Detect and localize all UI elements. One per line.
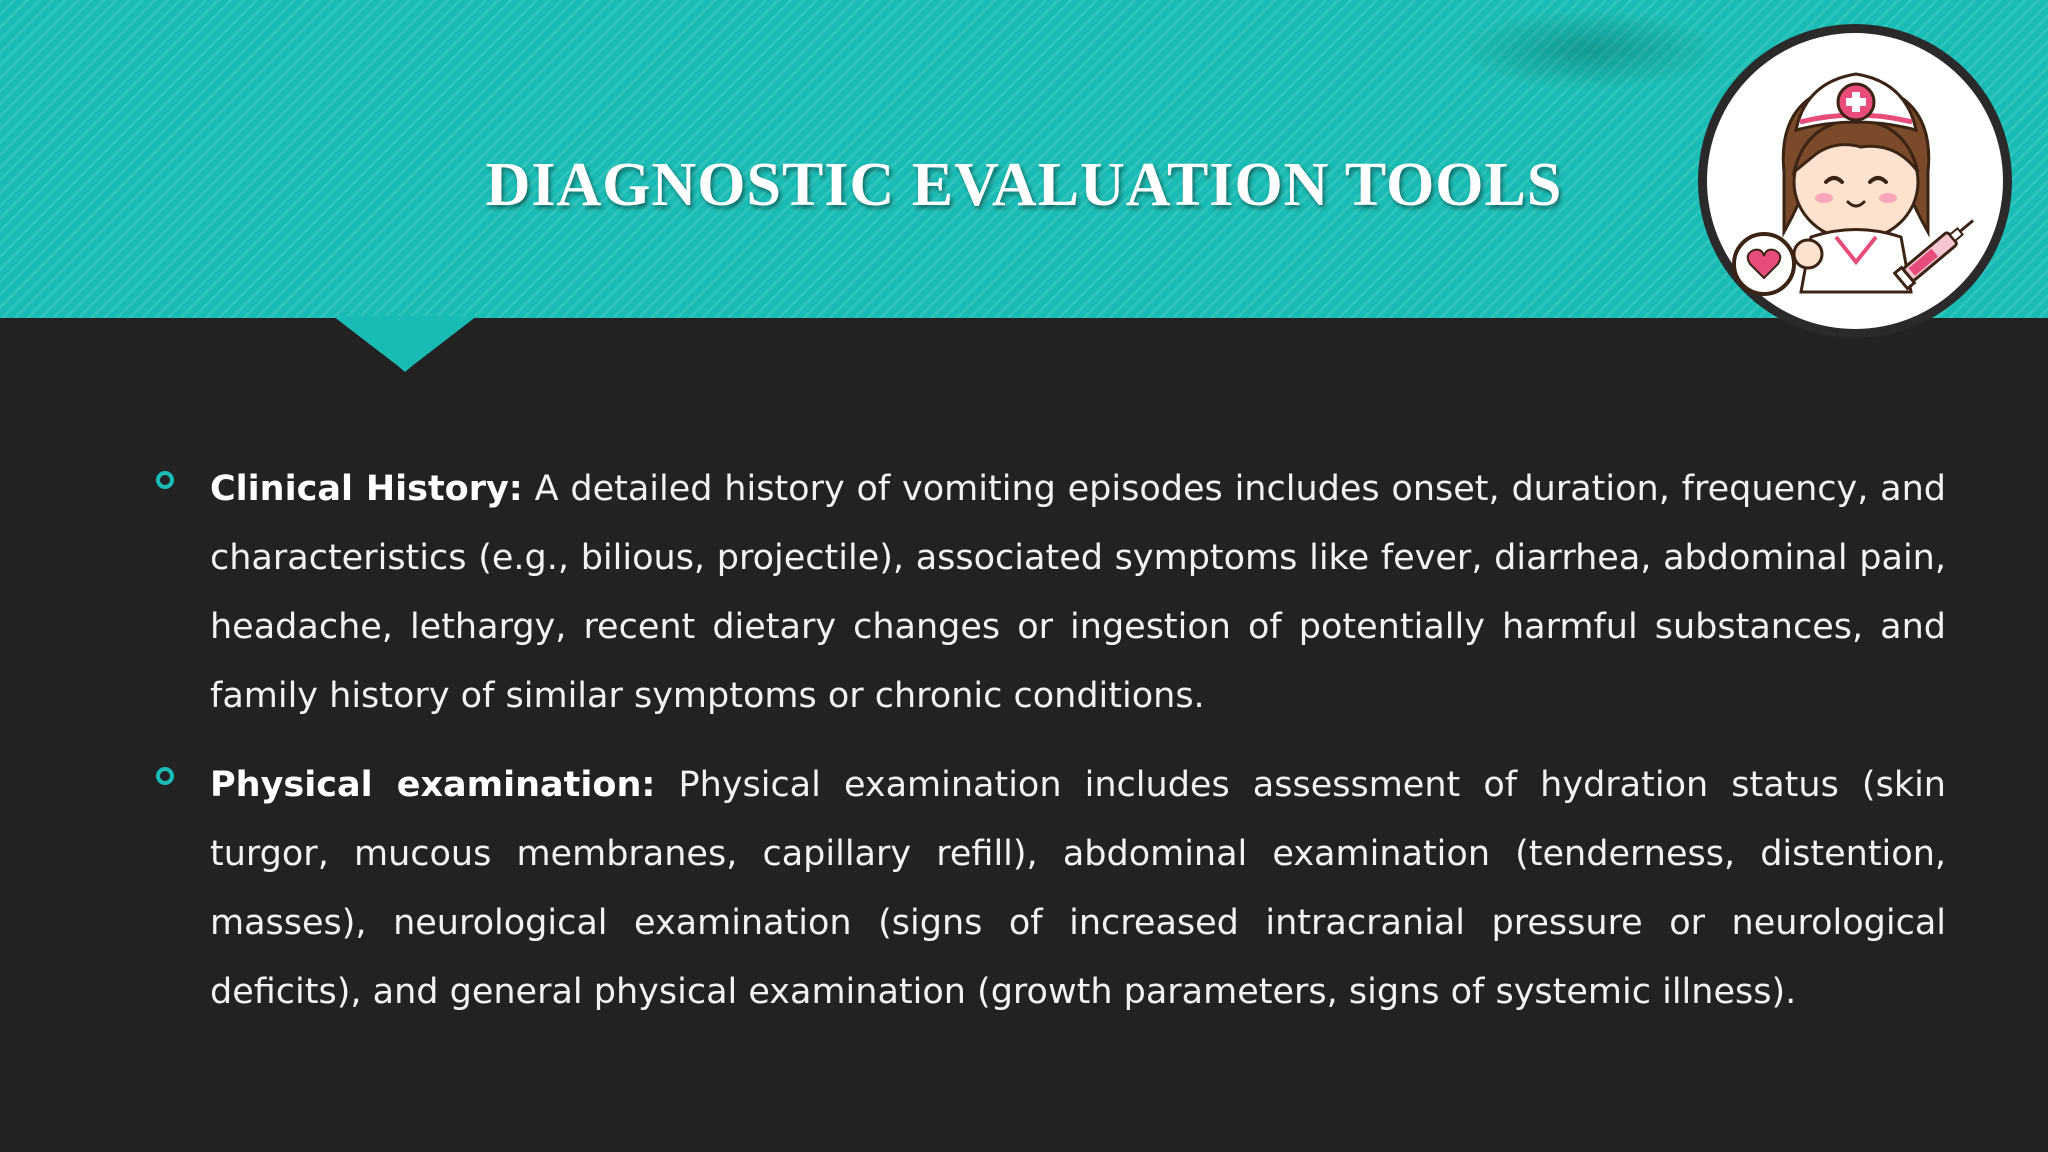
bullet-physical-examination <box>150 751 1946 1027</box>
slide-title: DIAGNOSTIC EVALUATION TOOLS <box>485 151 1563 219</box>
bullet-clinical-history <box>150 455 1946 731</box>
circle-bullet-icon <box>156 471 174 489</box>
bullet-list <box>150 455 1946 1047</box>
circle-bullet-icon <box>156 767 174 785</box>
bullet-paragraph <box>210 751 1946 1027</box>
bullet-body: Physical examination includes assessment of hydration status (skin turgor, mucous membranes, capillary refill), abdominal examination (tenderness, distention, masses), neurological examination (signs of increased intracranial pressure or neurological deficits), and general physical examination (growth parameters, signs of systemic illness). <box>210 765 1946 1012</box>
bullet-paragraph <box>210 455 1946 731</box>
nurse-mascot-icon <box>1696 22 2014 340</box>
header-shade <box>1460 10 1720 90</box>
bullet-body: A detailed history of vomiting episodes includes onset, duration, frequency, and characteristics (e.g., bilious, projectile), associated symptoms like fever, diarrhea, abdominal pain, headache, lethargy, recent dietary changes or ingestion of potentially harmful substances, and family history of similar symptoms or chronic conditions. <box>210 469 1946 716</box>
bullet-label: Physical examination: <box>210 765 656 805</box>
bullet-label: Clinical History: <box>210 469 523 509</box>
